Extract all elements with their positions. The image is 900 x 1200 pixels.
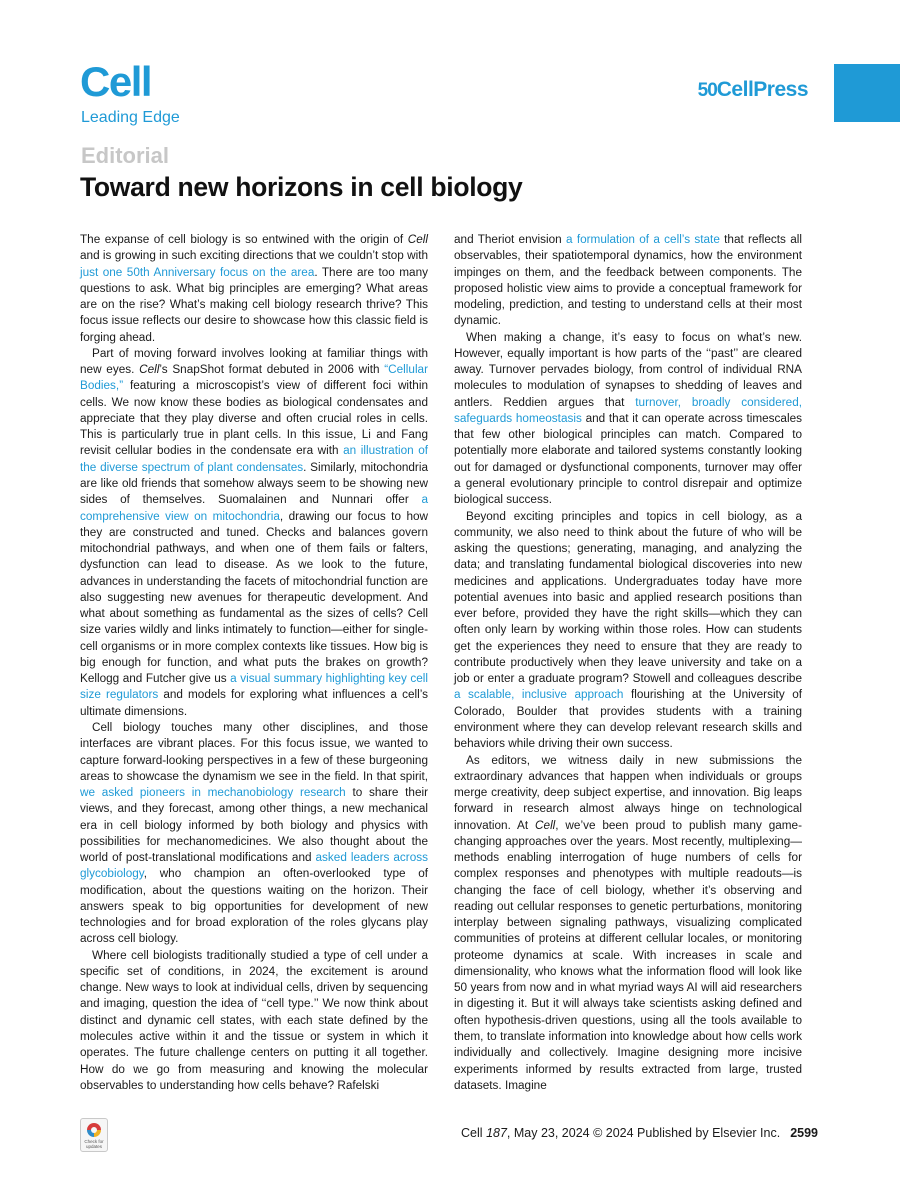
body-paragraph [454, 232, 802, 330]
body-paragraph [80, 346, 428, 720]
anniversary-number: 50 [697, 80, 717, 101]
body-text: Beyond exciting principles and topics in cell biology, as a community, we also need to think about the future of who will be asking the questions; generating, managing, and analyzing the data; and translating fundamental biological discoveries into new medicines and applications. Undergraduates today have more potential avenues into basic and applied research positions than ever before, provided they have the right skills—which they can often only learn by working within those roles. How can students get the experiences they need to ensure that they are ready to contribute productively when they leave university and take on a job or enter a graduate program? Stowell and colleagues describe [454, 509, 802, 686]
article-type: Editorial [81, 143, 170, 168]
body-text: The expanse of cell biology is so entwined with the origin of [80, 233, 408, 246]
crossmark-label: Check for updates [84, 1139, 104, 1149]
italic-text: Cell [407, 233, 428, 246]
body-text: featuring a microscopist’s view of different foci within cells. We now know these bodies as biological condensates and appreciate that they play diverse and often crucial roles in cells. This is particularly true in plant cells. In this issue, Li and Fang revisit cellular bodies in the condensate era with [80, 379, 428, 458]
inline-link[interactable]: a scalable, inclusive approach [454, 688, 624, 702]
inline-link[interactable]: asked leaders across glycobiology [80, 851, 429, 881]
body-column-right [454, 232, 802, 1094]
italic-text: Cell [535, 818, 556, 832]
body-column-left [80, 232, 428, 1094]
body-text: . Similarly, mitochondria are like old friends that somehow always seem to be showing new sides of themselves. Suomalainen and Nunnari offer [80, 460, 428, 507]
page-footer [461, 1125, 818, 1141]
inline-link[interactable]: “Cellular Bodies,” [80, 363, 428, 393]
body-paragraph [80, 720, 428, 948]
italic-text: Cell [139, 363, 160, 377]
body-text: flourishing at the University of Colorado, Boulder that provides students with a training environment where they can develop relevant research skills and behaviors while driving their own success. [454, 688, 802, 751]
body-text: and that it can operate across timescales that few other biological principles can match. Compared to potentially more elaborate and tailored systems constantly looking out for damaged or dysfunctional components, turnover may offer a general evolutionary principle to control disrepair and optimize biological success. [454, 411, 802, 507]
footer-volume: 187 [486, 1126, 507, 1140]
body-paragraph [80, 948, 428, 1094]
footer-journal: Cell [461, 1126, 483, 1140]
inline-link[interactable]: an illustration of the diverse spectrum of plant condensates [80, 444, 429, 474]
body-text: ’s SnapShot format debuted in 2006 with [159, 363, 385, 377]
inline-link[interactable]: a comprehensive view on mitochondria [80, 493, 428, 523]
body-text: that reflects all observables, their spatiotemporal dynamics, how the environment impinges on them, and the feedback between components. The proposed holistic view aims to provide a conceptual framework for modeling, prediction, and testing to understand cells at their most dynamic. [454, 233, 802, 328]
body-paragraph [454, 509, 802, 753]
publisher-name: CellPress [716, 78, 808, 101]
inline-link[interactable]: a formulation of a cell’s state [565, 233, 720, 246]
corner-accent-bar [834, 64, 900, 122]
journal-logo: Cell [80, 58, 152, 105]
article-title: Toward new horizons in cell biology [80, 172, 523, 202]
body-text: Where cell biologists traditionally studied a type of cell under a specific set of conditions, in 2024, the excitement is around change. New ways to look at individual cells, driven by sequencing and imaging, question the idea of ‘‘cell type.’’ We now think about distinct and dynamic cell states, with each state defined by the molecules active within it and the tissue or system in which it operates. The future challenge centers on putting it all together. How do we go from measuring and knowing the molecular observables to understanding how cells behave? Rafelski [80, 948, 428, 1092]
body-text: When making a change, it’s easy to focus on what’s new. However, equally important is how parts of the ‘‘past’’ are cleared away. Turnover pervades biology, from control of individual RNA molecules to modulation of synapses to shedding of leaves and antlers. Reddien argues that [454, 330, 802, 409]
body-text: and is growing in such exciting directions that we couldn’t stop with [80, 249, 428, 263]
body-text: As editors, we witness daily in new submissions the extraordinary advances that happen when individuals or groups merge creativity, deep subject expertise, and innovation. Big leaps forward in research almost always hinge on technological innovation. At [454, 753, 802, 832]
footer-date: , May 23, 2024 © 2024 Published by Elsevier Inc. [506, 1126, 781, 1140]
publisher-logo [698, 78, 808, 103]
body-text: , drawing our focus to how they are constructed and tuned. Checks and balances govern mitochondrial pathways, and when one of them fails or falters, dysfunction can lead to disease. As we look to the future, advances in understanding the facets of mitochondrial function are also suggesting new avenues for therapeutic development. And what about something as fundamental as the sizes of cells? Cell size varies wildly and links intimately to function—either for single-cell organisms or in more complex contexts like tissues. How big is big enough for function, and what puts the brakes on growth? Kellogg and Futcher give us [80, 509, 428, 686]
body-text: and models for exploring what influences a cell’s ultimate dimensions. [80, 688, 428, 718]
inline-link[interactable]: we asked pioneers in mechanobiology research [80, 786, 346, 800]
body-text: to share their views, and they forecast, among other things, a new mechanical era in cell biology informed by both biology and physics with possibilities for mechanomedicines. We also thought about the world of post-translational modifications and [80, 786, 429, 865]
inline-link[interactable]: a visual summary highlighting key cell size regulators [80, 672, 428, 702]
page-number: 2599 [790, 1126, 818, 1140]
body-paragraph [80, 232, 428, 346]
body-text: and Theriot envision [454, 233, 566, 246]
body-text: Part of moving forward involves looking at familiar things with new eyes. [80, 346, 428, 377]
inline-link[interactable]: turnover, broadly considered, safeguards homeostasis [454, 395, 802, 425]
section-label: Leading Edge [81, 109, 180, 126]
crossmark-icon [87, 1123, 101, 1137]
body-paragraph [454, 330, 802, 509]
crossmark-badge[interactable] [80, 1118, 108, 1152]
body-text: . There are too many questions to ask. What big principles are emerging? What areas are on the rise? What’s making cell biology research thrive? This focus issue reflects our desire to showcase how this classic field is forging ahead. [80, 265, 428, 344]
body-paragraph [454, 753, 802, 1095]
body-text: Cell biology touches many other disciplines, and those interfaces are vibrant places. For this focus issue, we wanted to capture forward-looking perspectives in a few of these burgeoning areas to showcase the dynamism we see in the field. In that spirit, [80, 720, 428, 783]
body-text: , who champion an often-overlooked type of modification, about the questions waiting on the horizon. Their answers speak to big opportunities for development of new technologies and for broad exploration of the roles glycans play across cell biology. [80, 867, 428, 946]
body-text: , we’ve been proud to publish many game-changing approaches over the years. Most recently, multiplexing—methods enabling interrogation of huge numbers of cells for complex responses and phenotypes with multiple readouts—is changing the face of cell biology, whether it’s observing and reading out cellular responses to genetic perturbations, monitoring interplay between signaling pathways, visualizing complicated communities of proteins at different cellular locales, or monitoring proteome dynamics at scale. With increases in scale and dimensionality, who knows what the information flood will look like 50 years from now and in what myriad ways AI will aid researchers in digesting it. But it will always take scientists asking defined and often hypothesis-driven questions, using all the tools available to them, to translate information into knowledge about how cells work individually and collectively. Imagine designing more incisive experiments informed by results extracted from large, trusted datasets. Imagine [454, 818, 802, 1092]
inline-link[interactable]: just one 50th Anniversary focus on the area [80, 265, 315, 279]
